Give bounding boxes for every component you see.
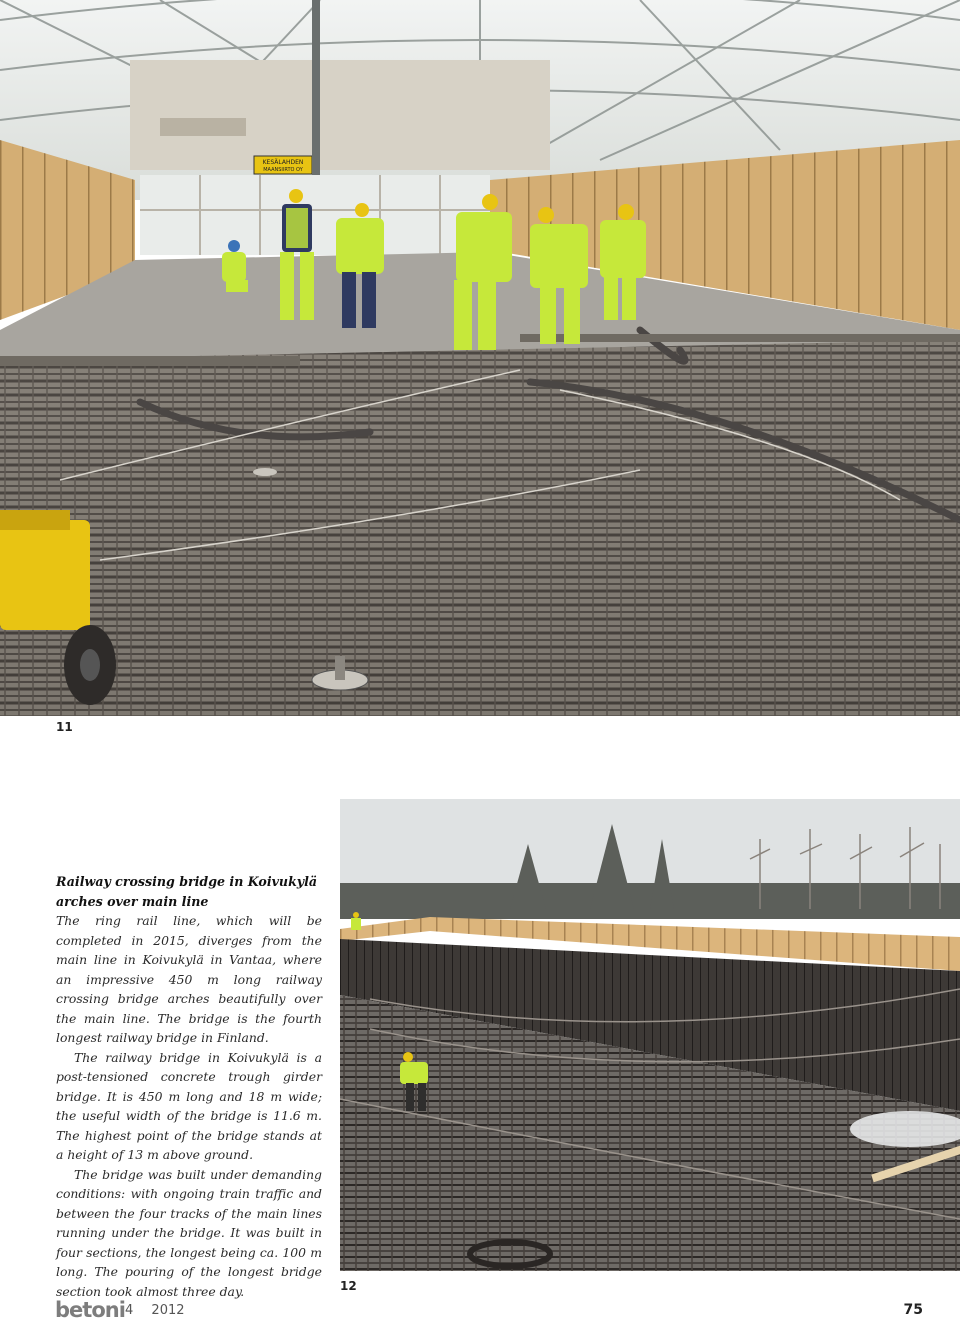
article-paragraph-2: The railway bridge in Koivukylä is a post-tensioned concrete trough girder bridge. It is 450 m long and 18 m wide; the useful width of the bridge is 11.6 m. The highest point of the bridge stands at a height of 13 m above ground.: [56, 1049, 322, 1162]
issue-year: 2012: [151, 1303, 185, 1318]
article-body: [56, 872, 322, 1301]
sign-text-2: MAANSIIRTO OY: [263, 167, 303, 173]
article-paragraph-1: The ring rail line, which will be completed in 2015, diverges from the main line in Koivukylä in Vantaa, where an impressive 450 m long railway crossing bridge arches beautifully over the main line. The bridge is the fourth longest railway bridge in Finland.: [56, 913, 322, 1045]
magazine-logo: betoni: [55, 1298, 125, 1322]
issue-number: 4: [125, 1303, 134, 1318]
figure-number-12: 12: [340, 1279, 357, 1293]
article-title-line-1: Railway crossing bridge in Koivukylä: [56, 874, 318, 889]
article-title: [56, 872, 322, 911]
sign-text: KESÄLAHDEN: [262, 159, 304, 166]
photo-bridge-rebar-cage: [340, 799, 960, 1271]
figure-number-11: 11: [56, 720, 73, 734]
issue-info: [125, 1303, 199, 1318]
article-title-line-2: arches over main line: [56, 893, 209, 909]
article-paragraph-3: The bridge was built under demanding conditions: with ongoing train traffic and between the four tracks of the main lines running under the bridge. It was built in four sections, the longest being ca. 100 m long. The pouring of the longest bridge section took almost three day.: [56, 1166, 322, 1299]
page-number: 75: [903, 1302, 923, 1318]
